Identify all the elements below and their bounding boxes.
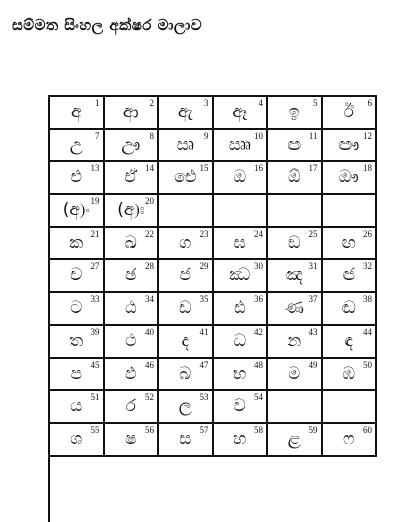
letter-glyph: ඎ — [228, 134, 251, 155]
letter-number: 16 — [254, 163, 263, 174]
letter-number: 13 — [90, 163, 100, 174]
letter-glyph: ඕ — [287, 167, 301, 188]
letter-glyph: ණ — [284, 298, 304, 319]
letter-cell — [214, 130, 269, 163]
letter-cell — [105, 130, 160, 163]
letter-glyph: ඝ — [233, 232, 246, 253]
letter-cell — [105, 424, 160, 457]
letter-cell — [105, 293, 160, 326]
letter-cell — [105, 326, 160, 359]
letter-glyph: න — [287, 330, 302, 351]
letter-number: 35 — [199, 294, 209, 305]
letter-number: 18 — [363, 163, 372, 174]
letter-number: 50 — [363, 359, 372, 370]
letter-cell — [323, 326, 378, 359]
letter-glyph: ර — [125, 396, 136, 417]
letter-cell — [323, 391, 378, 424]
letter-cell — [159, 260, 214, 293]
letter-glyph: ඐ — [338, 134, 360, 155]
letter-cell — [105, 359, 160, 392]
letter-cell — [159, 424, 214, 457]
letter-number: 52 — [145, 392, 154, 403]
letter-glyph: (අ)ඃ — [117, 200, 145, 221]
letter-glyph: ඈ — [232, 102, 248, 122]
letter-cell — [268, 260, 323, 293]
letter-cell — [268, 326, 323, 359]
letter-glyph: (අ)ං — [62, 200, 90, 221]
letter-glyph: ඹ — [342, 363, 356, 384]
letter-glyph: ශ — [70, 428, 83, 449]
letter-glyph: ට — [70, 298, 83, 319]
letter-number: 46 — [145, 359, 154, 370]
letter-number: 39 — [90, 326, 100, 337]
letter-number: 43 — [308, 326, 318, 337]
letter-number: 31 — [308, 261, 318, 272]
letter-glyph: ඤ — [285, 265, 303, 286]
letter-cell — [159, 228, 214, 261]
letter-number: 2 — [149, 98, 154, 108]
letter-cell — [214, 228, 269, 261]
letter-cell — [323, 359, 378, 392]
letter-number: 10 — [254, 130, 263, 141]
letter-cell — [50, 359, 105, 392]
letter-glyph: ප — [70, 363, 82, 384]
letter-number: 32 — [363, 261, 372, 272]
letter-glyph: ඳ — [344, 330, 354, 351]
letter-cell — [268, 228, 323, 261]
letter-number: 6 — [367, 98, 372, 108]
letter-number: 25 — [308, 228, 318, 239]
letter-number: 36 — [254, 294, 263, 305]
letter-cell — [159, 359, 214, 392]
letter-cell — [105, 228, 160, 261]
letter-cell — [105, 391, 160, 424]
letter-cell — [323, 130, 378, 163]
letter-cell — [268, 97, 323, 130]
letter-number: 21 — [90, 228, 100, 239]
letter-number: 23 — [199, 228, 209, 239]
letter-glyph: ළ — [287, 428, 301, 449]
letter-number: 33 — [90, 294, 100, 305]
letter-cell — [159, 293, 214, 326]
letter-number: 41 — [199, 326, 209, 337]
letter-number: 4 — [258, 98, 263, 108]
letter-cell — [214, 391, 269, 424]
letter-number: 40 — [145, 326, 154, 337]
letter-glyph: හ — [233, 428, 247, 449]
letter-glyph: ස — [179, 428, 192, 449]
letter-number: 51 — [90, 392, 100, 403]
letter-number: 22 — [145, 228, 154, 239]
letter-glyph: ථ — [124, 330, 137, 351]
letter-number: 29 — [199, 261, 209, 272]
letter-glyph: ඖ — [338, 167, 359, 188]
letter-cell — [214, 293, 269, 326]
letter-cell — [268, 293, 323, 326]
letter-cell — [159, 391, 214, 424]
letter-cell — [159, 97, 214, 130]
letter-number: 42 — [254, 326, 263, 337]
letter-number: 17 — [308, 163, 318, 174]
letter-number: 56 — [145, 424, 154, 435]
letter-cell — [323, 293, 378, 326]
letter-glyph: ද — [181, 330, 190, 351]
letter-cell — [50, 130, 105, 163]
letter-number: 34 — [145, 294, 154, 305]
letter-cell — [105, 162, 160, 195]
letter-cell — [50, 391, 105, 424]
letter-cell — [268, 359, 323, 392]
letter-number: 12 — [363, 130, 372, 141]
letter-number: 24 — [254, 228, 263, 239]
letter-number: 11 — [308, 130, 318, 141]
letter-cell — [105, 260, 160, 293]
letter-number: 48 — [254, 359, 263, 370]
letter-glyph: ඊ — [343, 102, 354, 122]
letter-glyph: ඍ — [176, 134, 194, 155]
letter-cell — [214, 97, 269, 130]
letter-number: 60 — [363, 424, 372, 435]
letter-number: 14 — [145, 163, 154, 174]
letter-glyph: ඵ — [124, 363, 137, 384]
letter-glyph: ඛ — [124, 232, 137, 253]
letter-cell — [214, 359, 269, 392]
letter-number: 15 — [199, 163, 209, 174]
letter-glyph: ඪ — [233, 298, 246, 319]
letter-cell — [50, 424, 105, 457]
letter-number: 27 — [90, 261, 100, 272]
letter-number: 1 — [95, 98, 100, 108]
letter-cell — [323, 97, 378, 130]
letter-glyph: ඏ — [287, 134, 302, 155]
letter-glyph: ඓ — [174, 167, 197, 188]
letter-cell — [159, 195, 214, 228]
page-title: සම්මත සිංහල අක්ෂර මාලාව — [12, 16, 203, 34]
letter-number: 20 — [145, 196, 154, 207]
letter-cell — [50, 326, 105, 359]
letter-cell — [268, 130, 323, 163]
letter-number: 7 — [95, 130, 100, 141]
letter-glyph: ඞ — [287, 232, 301, 253]
alphabet-table — [48, 95, 377, 522]
letter-glyph: ඔ — [233, 167, 247, 188]
letter-glyph: ග — [179, 232, 192, 253]
letter-number: 30 — [254, 261, 263, 272]
letter-glyph: ඣ — [229, 265, 251, 286]
letter-cell — [50, 195, 105, 228]
letter-glyph: ෆ — [342, 428, 355, 449]
letter-glyph: ක — [69, 232, 84, 253]
letter-glyph: ෂ — [124, 428, 137, 449]
letter-glyph: ඟ — [341, 232, 356, 253]
letter-cell — [323, 162, 378, 195]
letter-glyph: ඨ — [124, 298, 137, 319]
letter-number: 53 — [199, 392, 209, 403]
letter-glyph: ත — [69, 330, 84, 351]
letter-cell — [268, 391, 323, 424]
letter-glyph: බ — [179, 363, 192, 384]
letter-glyph: එ — [70, 167, 82, 188]
letter-cell — [50, 228, 105, 261]
letter-cell — [323, 195, 378, 228]
letter-glyph: භ — [233, 363, 247, 384]
letter-cell — [159, 326, 214, 359]
letter-number: 45 — [90, 359, 100, 370]
letter-cell — [159, 130, 214, 163]
letter-glyph: ම — [288, 363, 301, 384]
letter-number: 28 — [145, 261, 154, 272]
letter-glyph: ඒ — [124, 167, 138, 188]
letter-number: 37 — [308, 294, 318, 305]
letter-cell — [214, 424, 269, 457]
letter-number: 57 — [199, 424, 209, 435]
letter-glyph: ජ — [179, 265, 191, 286]
letter-number: 44 — [363, 326, 372, 337]
letter-number: 49 — [308, 359, 318, 370]
letter-cell — [214, 162, 269, 195]
letter-cell — [214, 195, 269, 228]
letter-glyph: ඩ — [178, 298, 192, 319]
letter-glyph: ච — [70, 265, 83, 286]
letter-glyph: ල — [178, 396, 192, 417]
letter-cell — [50, 97, 105, 130]
letter-cell — [214, 326, 269, 359]
letter-glyph: ය — [70, 396, 83, 417]
letter-glyph: අ — [71, 102, 82, 122]
letter-number: 54 — [254, 392, 263, 403]
letter-number: 59 — [308, 424, 318, 435]
letter-glyph: ඬ — [341, 298, 356, 319]
letter-number: 9 — [204, 130, 209, 141]
letter-number: 5 — [313, 98, 318, 108]
letter-number: 38 — [363, 294, 372, 305]
letter-glyph: ව — [233, 396, 246, 417]
letter-glyph: ඦ — [342, 265, 356, 286]
letter-glyph: ආ — [122, 102, 139, 122]
letter-cell — [323, 424, 378, 457]
letter-number: 47 — [199, 359, 209, 370]
letter-glyph: ඡ — [124, 265, 137, 286]
letter-cell — [268, 424, 323, 457]
letter-number: 19 — [90, 196, 100, 207]
letter-glyph: ඌ — [121, 134, 141, 155]
letter-cell — [323, 228, 378, 261]
letter-number: 3 — [204, 98, 209, 108]
letter-number: 8 — [149, 130, 154, 141]
letter-number: 26 — [363, 228, 372, 239]
letter-cell — [105, 97, 160, 130]
letter-glyph: උ — [69, 134, 83, 155]
letter-number: 58 — [254, 424, 263, 435]
letter-cell — [50, 162, 105, 195]
letter-cell — [268, 195, 323, 228]
letter-glyph: ඉ — [288, 102, 300, 122]
letter-number: 55 — [90, 424, 100, 435]
letter-glyph: ධ — [233, 330, 247, 351]
letter-glyph: ඇ — [177, 102, 193, 122]
letter-cell — [105, 195, 160, 228]
letter-cell — [214, 260, 269, 293]
letter-cell — [268, 162, 323, 195]
letter-cell — [323, 260, 378, 293]
letter-cell — [159, 162, 214, 195]
letter-cell — [50, 293, 105, 326]
letter-cell — [50, 260, 105, 293]
